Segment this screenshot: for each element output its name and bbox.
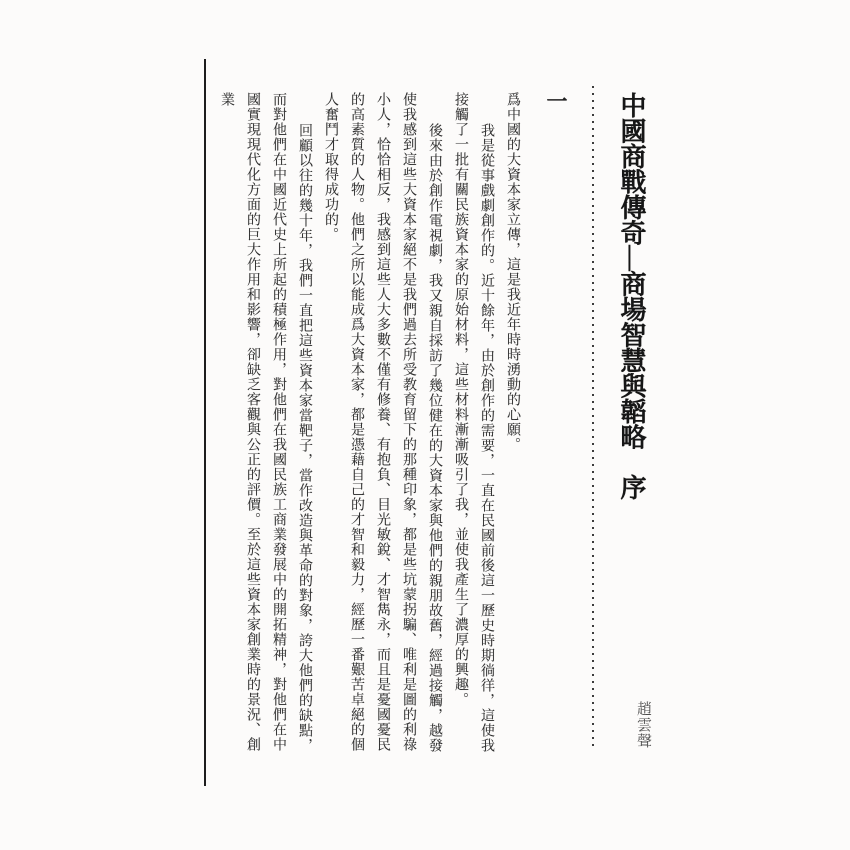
preface-body-text [219,92,525,760]
spine-rule [204,59,206,786]
book-title: 中國商戰傳奇—商場智慧與韜略 [617,92,646,449]
title-column [613,92,650,500]
preface-label: 序 [617,474,646,500]
section-number-marker: 一 [544,90,568,111]
paragraph: 爲中國的大資本家立傳，這是我近年時時湧動的心願。 [505,92,520,452]
paragraph: 後來由於創作電視劇，我又親自採訪了幾位健在的大資本家與他們的親朋故舊，經過接觸，越發使我感到這些大資本家絕不是我們過去所受教育留下的那種印象，都是些坑蒙拐騙、唯利是圖的利祿小人，恰恰相反，我感到這些人大多數不僅有修養、有抱負、目光敏銳、才智雋永，而且是憂國憂民的高素質的人物。他們之所以能成爲大資本家，都是憑藉自己的才智和毅力，經歷一番艱苦卓絕的個人奮鬥才取得成功的。 [323,92,442,753]
dotted-divider-rule [592,86,594,750]
author-name: 趙雲聲 [635,701,651,749]
paragraph: 回顧以往的幾十年，我們一直把這些資本家當靶子，當作改造與革命的對象，誇大他們的缺點，而對他們在中國近代史上所起的積極作用，對他們在我國民族工商業發展中的開拓精神，對他們在中國實現現代化方面的巨大作用和影響，卻缺乏客觀與公正的評價。至於這些資本家創業時的景況、創業 [219,92,312,753]
paragraph: 我是從事戲劇創作的。近十餘年，由於創作的需要，一直在民國前後這一歷史時期徜徉，這使我接觸了一批有關民族資本家的原始材料，這些材料漸漸吸引了我，並使我產生了濃厚的興趣。 [453,92,494,753]
